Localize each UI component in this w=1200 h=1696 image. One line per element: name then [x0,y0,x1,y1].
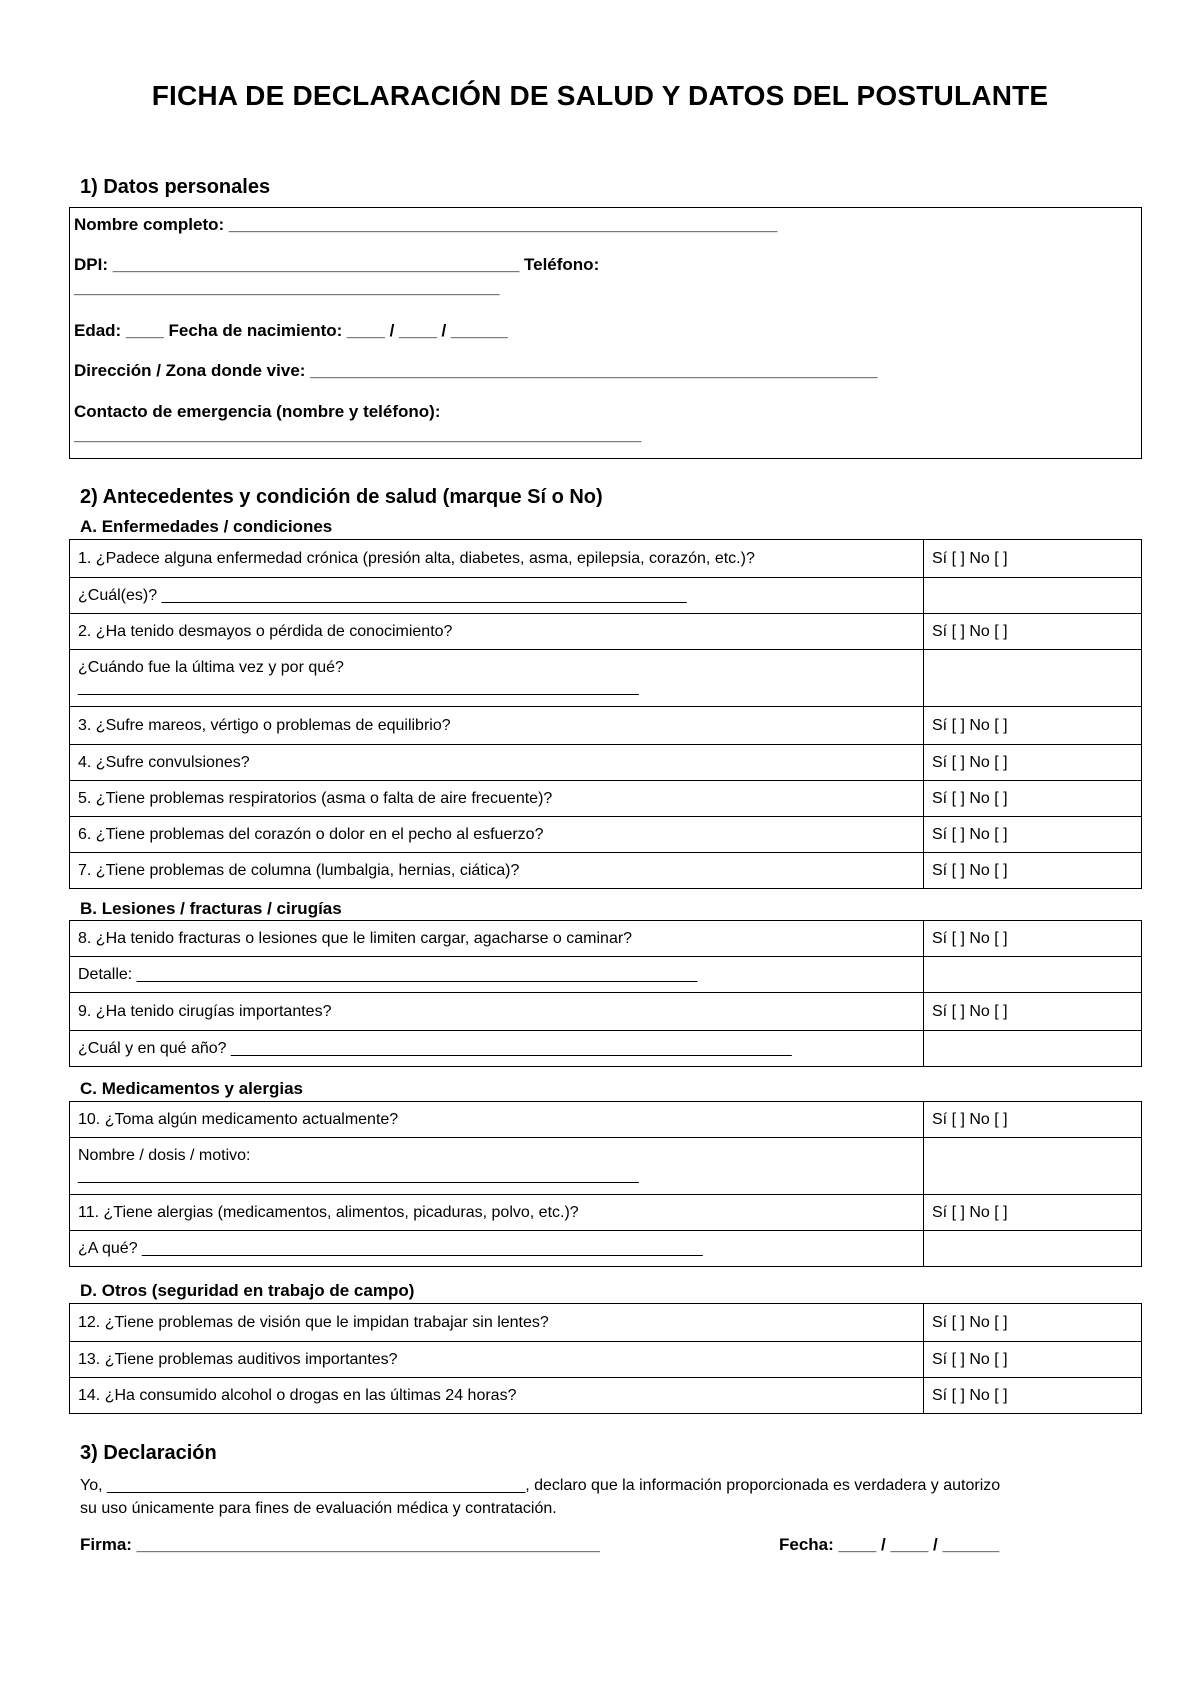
question-cell: 1. ¿Padece alguna enfermedad crónica (presión alta, diabetes, asma, epilepsia, corazón, etc.)? [70,540,924,578]
table-row [70,1231,1142,1267]
answer-line-cell[interactable]: ¿A qué? _______________________________________________________________ [70,1231,924,1267]
declaration-text-line-1[interactable]: Yo, _______________________________________________, declaro que la información proporcionada es verdadera y autorizo [80,1477,1001,1494]
yes-no-checkbox[interactable]: Sí [ ] No [ ] [924,540,1142,578]
table-row [70,781,1142,817]
table-row [70,1195,1142,1231]
question-cell: 7. ¿Tiene problemas de columna (lumbalgia, hernias, ciática)? [70,853,924,889]
group-a-heading: A. Enfermedades / condiciones [80,517,333,536]
section-heading-health: 2) Antecedentes y condición de salud (marque Sí o No) [80,486,603,508]
yes-no-checkbox[interactable]: Sí [ ] No [ ] [924,1342,1142,1378]
dpi-phone-field[interactable]: DPI: ___________________________________________ Teléfono: [74,255,600,274]
empty-answer-cell [924,650,1142,707]
question-cell: 13. ¿Tiene problemas auditivos importantes? [70,1342,924,1378]
table-row [70,1378,1142,1414]
question-cell: 4. ¿Sufre convulsiones? [70,745,924,781]
group-c-table [69,1101,1142,1267]
answer-line-cell[interactable] [70,650,924,707]
table-row [70,1031,1142,1067]
answer-line[interactable]: _______________________________________________________________ [78,679,639,696]
question-cell: 6. ¿Tiene problemas del corazón o dolor en el pecho al esfuerzo? [70,817,924,853]
empty-answer-cell [924,1031,1142,1067]
answer-line-cell[interactable]: ¿Cuál y en qué año? _______________________________________________________________ [70,1031,924,1067]
group-b-heading: B. Lesiones / fracturas / cirugías [80,899,342,918]
table-row [70,745,1142,781]
table-row [70,817,1142,853]
yes-no-checkbox[interactable]: Sí [ ] No [ ] [924,707,1142,745]
yes-no-checkbox[interactable]: Sí [ ] No [ ] [924,614,1142,650]
yes-no-checkbox[interactable]: Sí [ ] No [ ] [924,1378,1142,1414]
question-text: Nombre / dosis / motivo: [78,1147,251,1164]
empty-answer-cell [924,1231,1142,1267]
question-cell: 14. ¿Ha consumido alcohol o drogas en las últimas 24 horas? [70,1378,924,1414]
table-row [70,1342,1142,1378]
table-row [70,614,1142,650]
table-row [70,1138,1142,1195]
answer-line-cell[interactable]: ¿Cuál(es)? ___________________________________________________________ [70,578,924,614]
question-cell: 10. ¿Toma algún medicamento actualmente? [70,1102,924,1138]
table-row [70,1102,1142,1138]
table-row [70,853,1142,889]
empty-answer-cell [924,578,1142,614]
question-cell: 2. ¿Ha tenido desmayos o pérdida de conocimiento? [70,614,924,650]
yes-no-checkbox[interactable]: Sí [ ] No [ ] [924,745,1142,781]
table-row [70,993,1142,1031]
section-heading-declaration: 3) Declaración [80,1442,217,1464]
question-cell: 9. ¿Ha tenido cirugías importantes? [70,993,924,1031]
table-row [70,957,1142,993]
group-d-heading: D. Otros (seguridad en trabajo de campo) [80,1281,415,1300]
address-field[interactable]: Dirección / Zona donde vive: ____________________________________________________________ [74,361,878,380]
table-row [70,540,1142,578]
table-row [70,650,1142,707]
section-heading-personal-data: 1) Datos personales [80,176,271,198]
table-row [70,707,1142,745]
group-b-table [69,920,1142,1067]
yes-no-checkbox[interactable]: Sí [ ] No [ ] [924,853,1142,889]
question-cell: 12. ¿Tiene problemas de visión que le impidan trabajar sin lentes? [70,1304,924,1342]
group-a-table [69,539,1142,889]
question-cell: 11. ¿Tiene alergias (medicamentos, alimentos, picaduras, polvo, etc.)? [70,1195,924,1231]
question-cell: 8. ¿Ha tenido fracturas o lesiones que le limiten cargar, agacharse o caminar? [70,921,924,957]
table-row [70,921,1142,957]
question-cell: 3. ¿Sufre mareos, vértigo o problemas de equilibrio? [70,707,924,745]
empty-answer-cell [924,1138,1142,1195]
yes-no-checkbox[interactable]: Sí [ ] No [ ] [924,781,1142,817]
emergency-contact-field[interactable]: ____________________________________________________________ [74,425,642,444]
phone-field-continuation[interactable]: _____________________________________________ [74,278,500,297]
question-cell: 5. ¿Tiene problemas respiratorios (asma o falta de aire frecuente)? [70,781,924,817]
yes-no-checkbox[interactable]: Sí [ ] No [ ] [924,817,1142,853]
table-row [70,1304,1142,1342]
date-field[interactable]: Fecha: ____ / ____ / ______ [779,1535,1000,1554]
answer-line[interactable]: _______________________________________________________________ [78,1167,639,1184]
signature-field[interactable]: Firma: _________________________________________________ [80,1535,600,1554]
answer-line-cell[interactable]: Detalle: _______________________________________________________________ [70,957,924,993]
yes-no-checkbox[interactable]: Sí [ ] No [ ] [924,1102,1142,1138]
yes-no-checkbox[interactable]: Sí [ ] No [ ] [924,1304,1142,1342]
empty-answer-cell [924,957,1142,993]
document-title: FICHA DE DECLARACIÓN DE SALUD Y DATOS DEL POSTULANTE [151,80,1049,111]
group-d-table [69,1303,1142,1414]
table-row [70,578,1142,614]
yes-no-checkbox[interactable]: Sí [ ] No [ ] [924,993,1142,1031]
yes-no-checkbox[interactable]: Sí [ ] No [ ] [924,921,1142,957]
group-c-heading: C. Medicamentos y alergias [80,1079,303,1098]
emergency-contact-label: Contacto de emergencia (nombre y teléfono): [74,402,441,421]
declaration-text-line-2: su uso únicamente para fines de evaluación médica y contratación. [80,1500,557,1517]
full-name-field[interactable]: Nombre completo: __________________________________________________________ [74,215,778,234]
answer-line-cell[interactable] [70,1138,924,1195]
question-text: ¿Cuándo fue la última vez y por qué? [78,659,344,676]
age-birthdate-field[interactable]: Edad: ____ Fecha de nacimiento: ____ / ____ / ______ [74,321,508,340]
yes-no-checkbox[interactable]: Sí [ ] No [ ] [924,1195,1142,1231]
